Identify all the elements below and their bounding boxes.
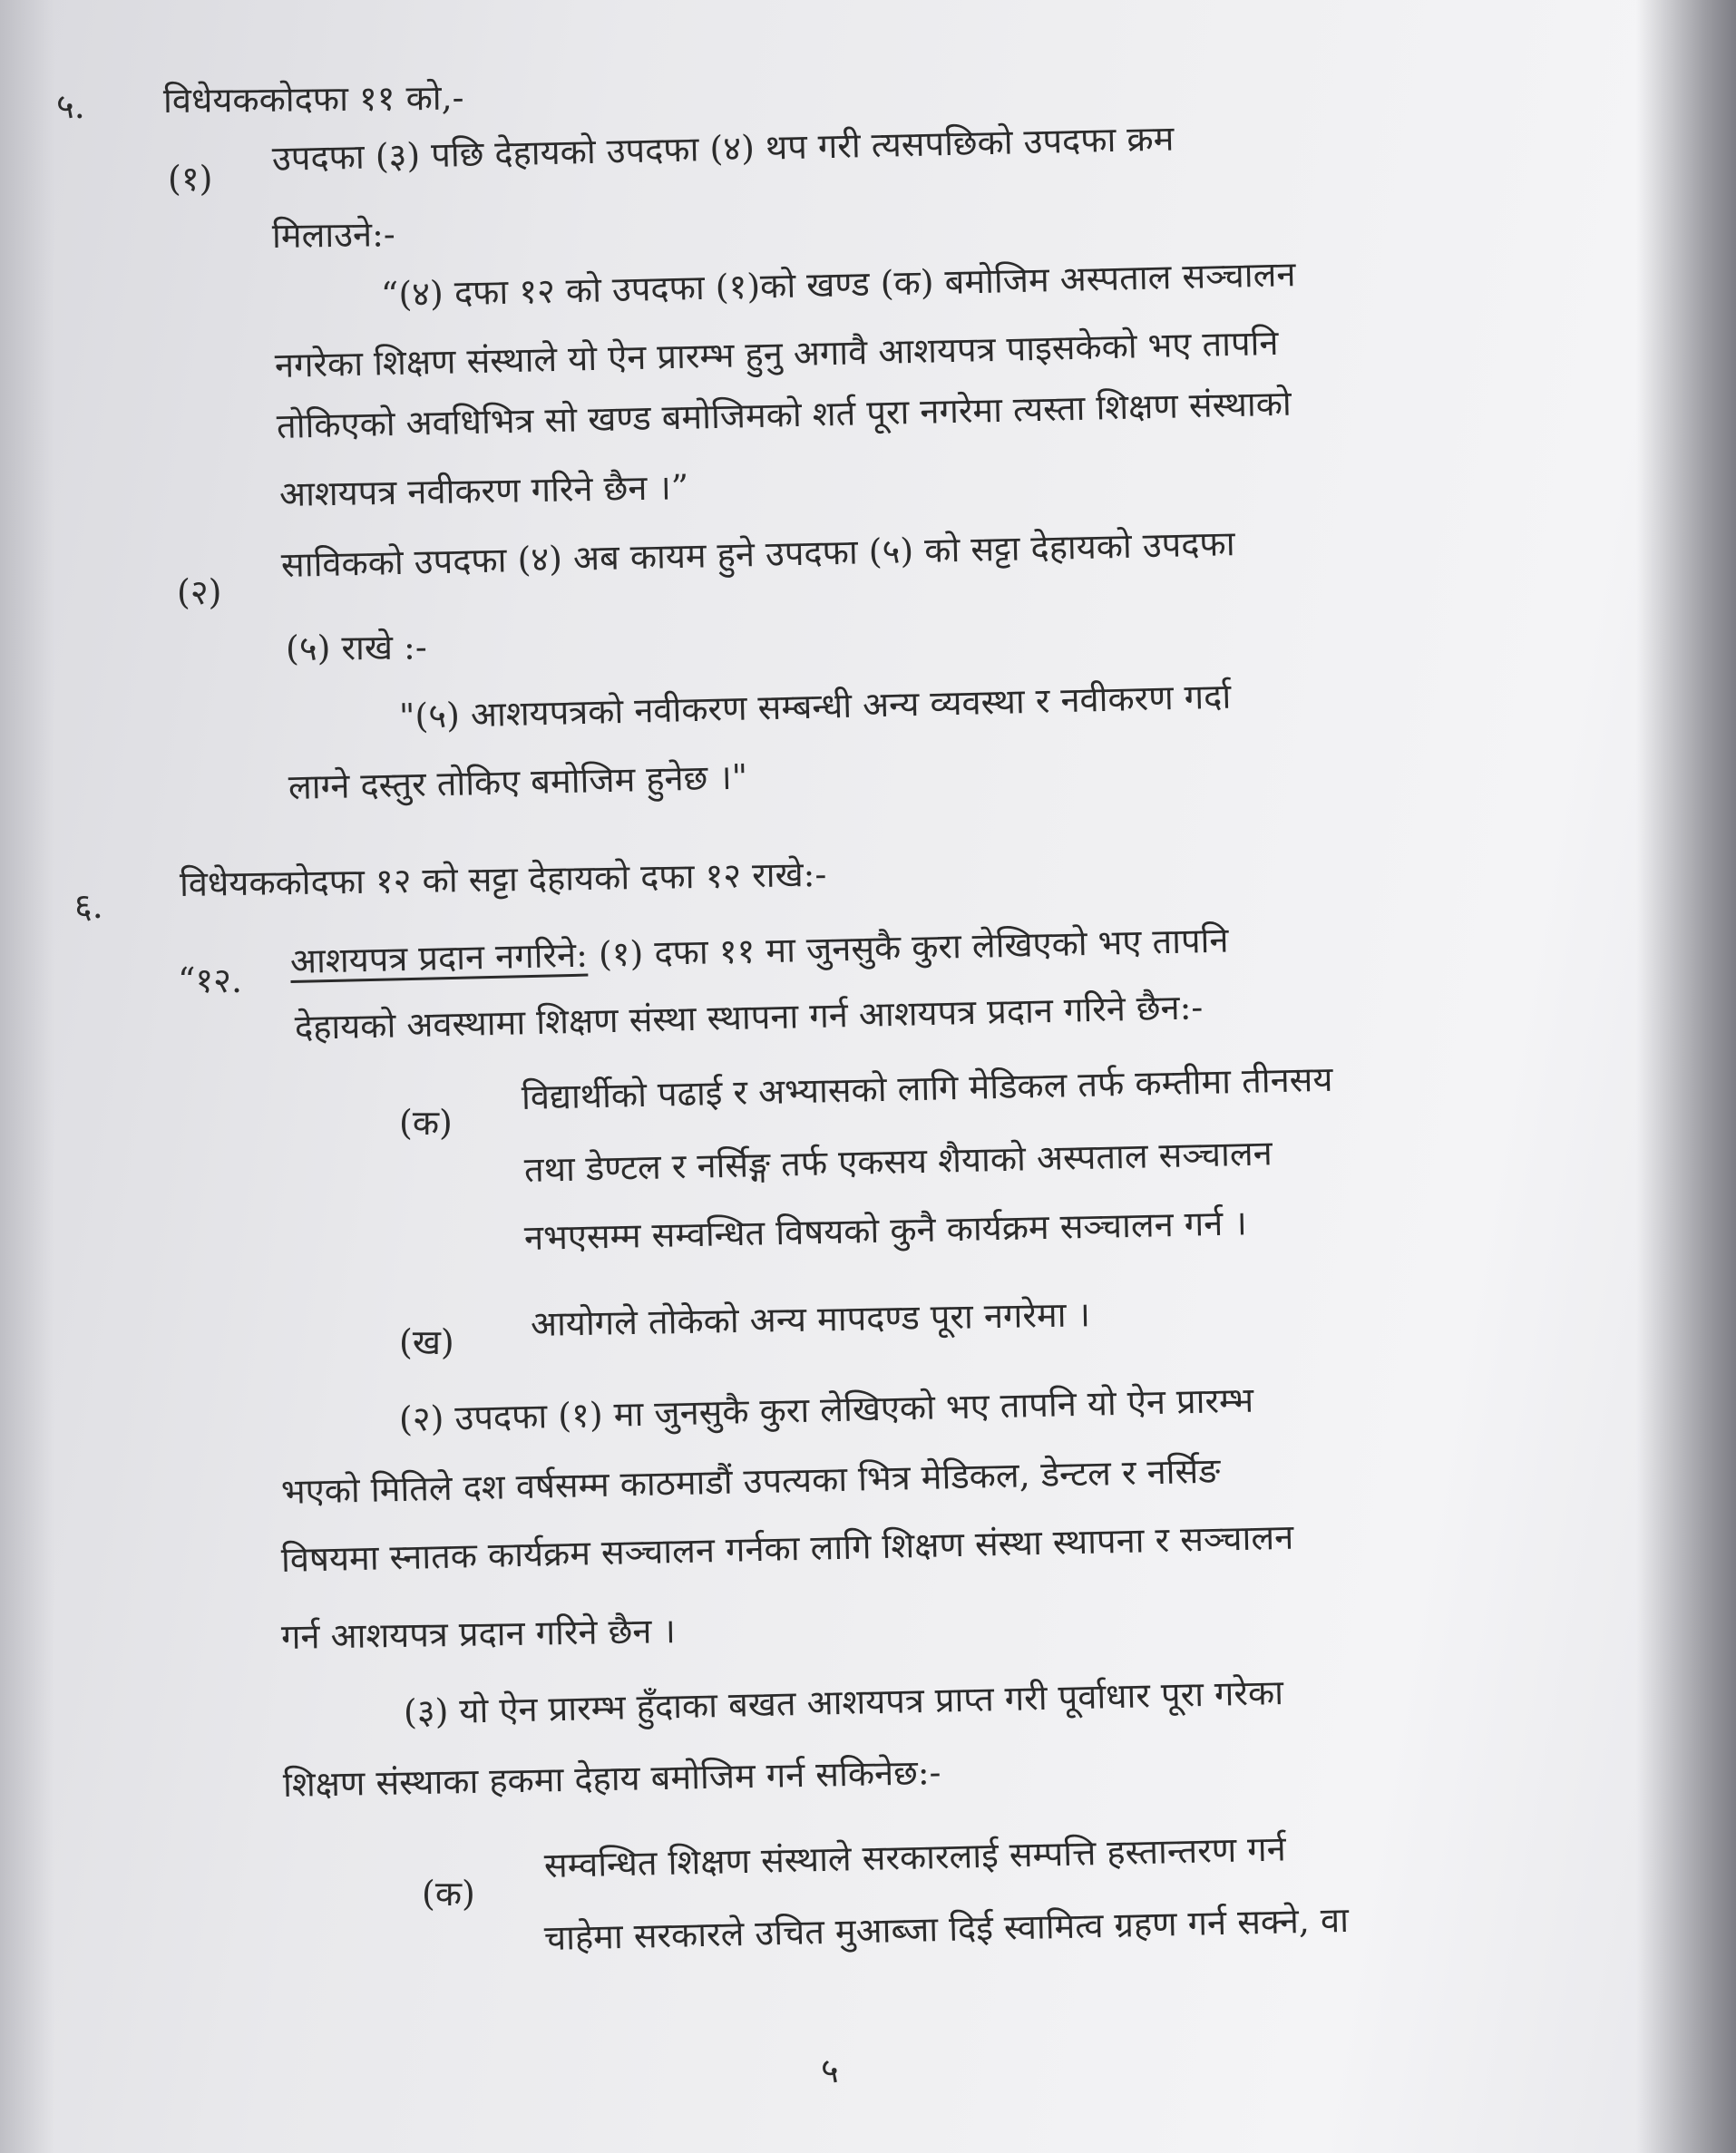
section-6-number: ६. (74, 886, 103, 926)
clause-12-line-1-text: (१) दफा ११ मा जुनसुकै कुरा लेखिएको भए तापनि (587, 920, 1229, 975)
clause-12-kha-line: आयोगले तोकेको अन्य मापदण्ड पूरा नगरेमा । (530, 1294, 1091, 1344)
clause-12-sub-3-line-2: शिक्षण संस्थाका हकमा देहाय बमोजिम गर्न सकिनेछ:- (282, 1752, 941, 1805)
clause-12-title: आशयपत्र प्रदान नगरिने: (289, 934, 589, 981)
section-5-item-1-line-2: मिलाउने:- (271, 214, 396, 256)
clause-12-sub-3-line-1: (३) यो ऐन प्रारम्भ हुँदाका बखत आशयपत्र प्राप्त गरी पूर्वाधार पूरा गरेका (403, 1671, 1284, 1732)
page-number: ५ (821, 2051, 839, 2090)
clause-12-sub-3-ka-line-1: सम्वन्धित शिक्षण संस्थाले सरकारलाई सम्पत्ति हस्तान्तरण गर्न (543, 1828, 1287, 1885)
clause-12-line-2: देहायको अवस्थामा शिक्षण संस्था स्थापना गर्न आशयपत्र प्रदान गरिने छैन:- (294, 987, 1204, 1047)
clause-12-ka-line-3: नभएसम्म सम्वन्धित विषयको कुनै कार्यक्रम सञ्चालन गर्न । (523, 1203, 1248, 1258)
section-5-item-1-marker: (१) (168, 159, 213, 199)
section-5-item-2-line-1: साविकको उपदफा (४) अब कायम हुने उपदफा (५) को सट्टा देहायको उपदफा (280, 523, 1236, 585)
section-5-item-1-quote-line-2: नगरेका शिक्षण संस्थाले यो ऐन प्रारम्भ हुनु अगावै आशयपत्र पाइसकेको भए तापनि (274, 322, 1279, 385)
clause-12-ka-marker: (क) (399, 1103, 453, 1143)
clause-12-sub-2-line-1: (२) उपदफा (१) मा जुनसुकै कुरा लेखिएको भए तापनि यो ऐन प्रारम्भ (398, 1379, 1254, 1439)
section-5-item-2-quote-line-1: "(५) आशयपत्रको नवीकरण सम्बन्धी अन्य व्यवस्था र नवीकरण गर्दा (398, 676, 1232, 736)
clause-12-prefix: “१२. (178, 960, 243, 1000)
clause-12-line-1 (289, 918, 1229, 984)
section-6-heading: विधेयककोदफा १२ को सट्टा देहायको दफा १२ राखे:- (179, 853, 827, 904)
section-5-item-2-line-2: (५) राखे :- (285, 627, 427, 668)
clause-12-sub-2-line-2: भएको मितिले दश वर्षसम्म काठमाडौं उपत्यका भित्र मेडिकल, डेन्टल र नर्सिङ (280, 1450, 1221, 1512)
page-edge-shadow-right (1636, 0, 1736, 2153)
section-5-item-1-quote-line-1: “(४) दफा १२ को उपदफा (१)को खण्ड (क) बमोजिम अस्पताल सञ्चालन (380, 254, 1296, 315)
section-5-item-1-line-1: उपदफा (३) पछि देहायको उपदफा (४) थप गरी त्यसपछिको उपदफा क्रम (271, 118, 1175, 179)
clause-12-sub-2-line-3: विषयमा स्नातक कार्यक्रम सञ्चालन गर्नका लागि शिक्षण संस्था स्थापना र सञ्चालन (280, 1516, 1294, 1580)
clause-12-sub-3-ka-line-2: चाहेमा सरकारले उचित मुआब्जा दिई स्वामित्व ग्रहण गर्न सक्ने, वा (543, 1899, 1350, 1958)
clause-12-ka-line-1: विद्यार्थीको पढाई र अभ्यासको लागि मेडिकल तर्फ कम्तीमा तीनसय (521, 1058, 1333, 1117)
section-5-number: ५. (56, 86, 85, 126)
clause-12-kha-marker: (ख) (399, 1322, 454, 1362)
section-5-item-2-marker: (२) (177, 572, 222, 612)
clause-12-sub-2-line-4: गर्न आशयपत्र प्रदान गरिने छैन । (280, 1611, 677, 1657)
section-5-item-1-quote-line-4: आशयपत्र नवीकरण गरिने छैन ।” (278, 467, 689, 514)
section-5-heading: विधेयककोदफा ११ को,- (162, 77, 464, 121)
section-5-item-1-quote-line-3: तोकिएको अवधिभित्र सो खण्ड बमोजिमको शर्त पूरा नगरेमा त्यस्ता शिक्षण संस्थाको (276, 383, 1292, 446)
section-5-item-2-quote-line-2: लाग्ने दस्तुर तोकिए बमोजिम हुनेछ ।" (288, 756, 748, 807)
clause-12-ka-line-2: तथा डेण्टल र नर्सिङ्ग तर्फ एकसय शैयाको अस्पताल सञ्चालन (523, 1133, 1273, 1190)
page-edge-shadow-left (0, 0, 54, 2153)
clause-12-sub-3-ka-marker: (क) (422, 1874, 475, 1914)
